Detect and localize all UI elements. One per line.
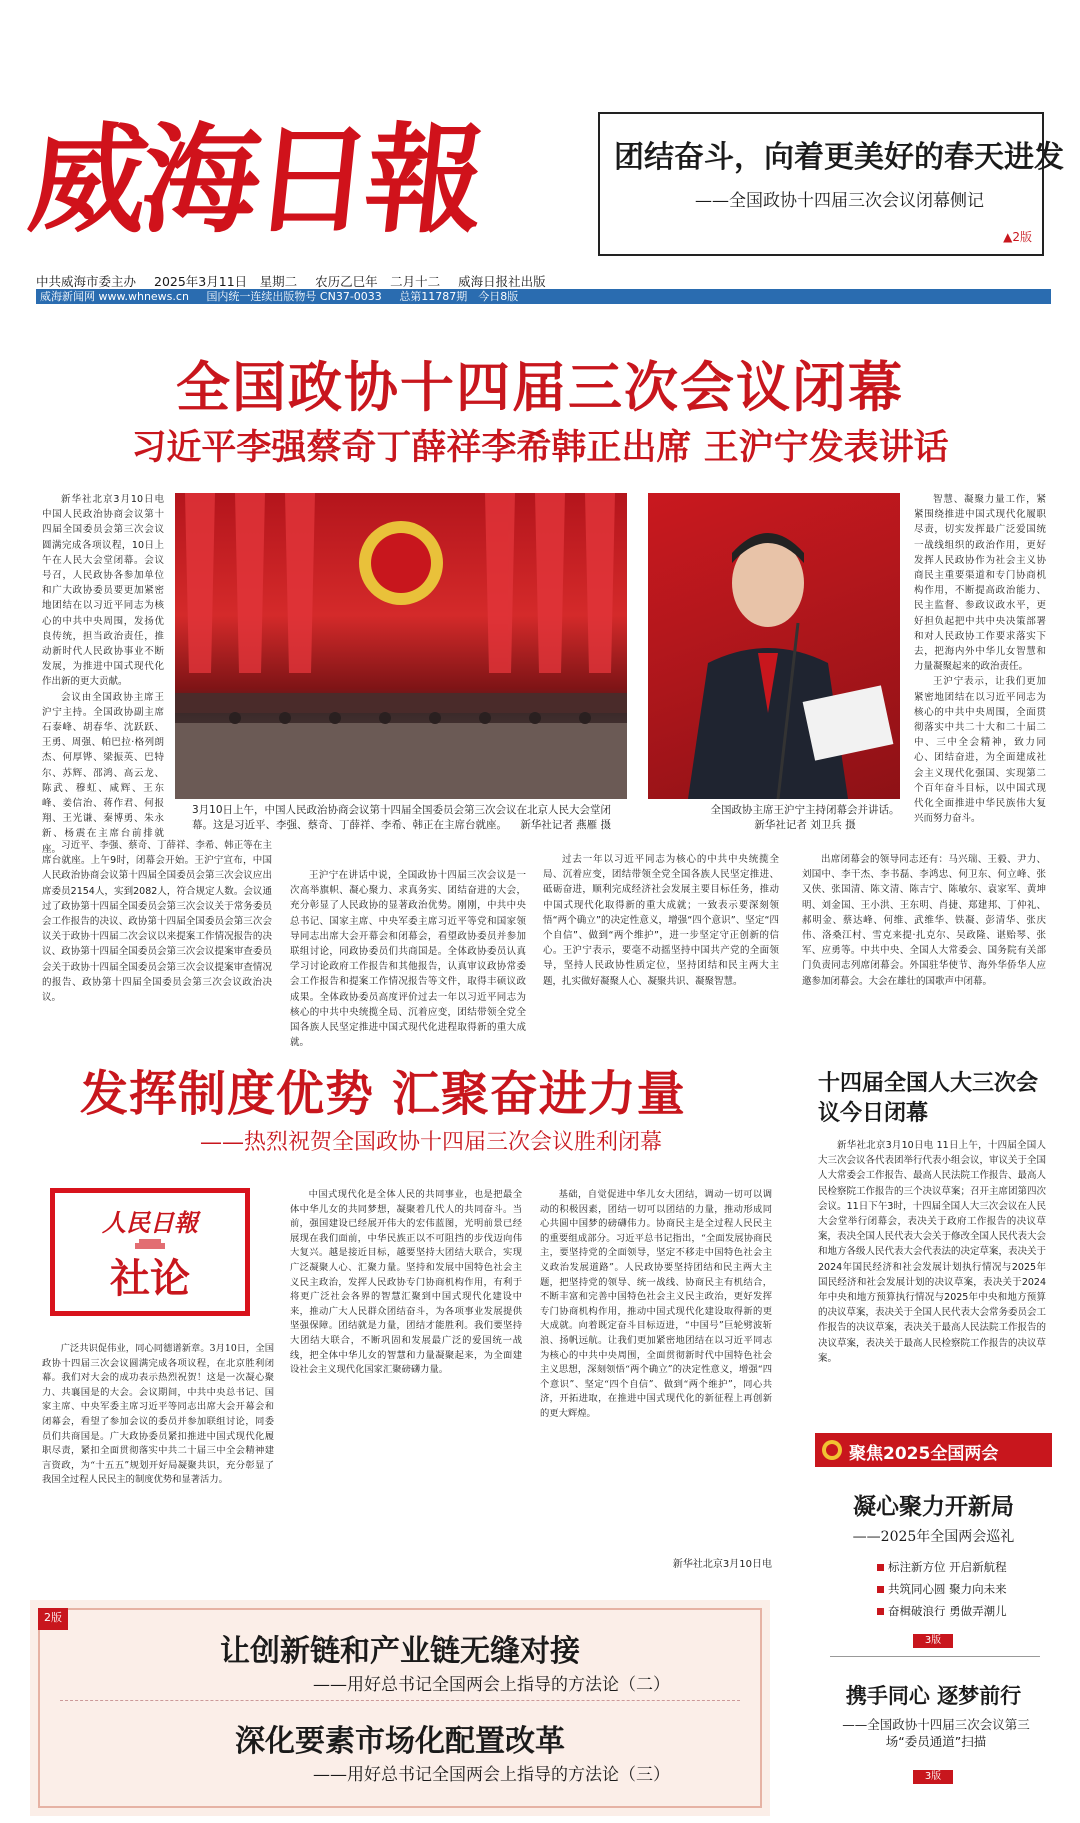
plenary-photo-illustration bbox=[175, 493, 627, 799]
editorial-label: 社论 bbox=[110, 1255, 190, 1302]
square-bullet-icon bbox=[877, 1586, 884, 1593]
photo2-caption-block bbox=[705, 803, 905, 833]
photo1-credit: 新华社记者 燕雁 摄 bbox=[520, 819, 612, 831]
bottom-page-tag: 2版 bbox=[38, 1608, 68, 1630]
press: 威海日报社出版 bbox=[458, 274, 546, 289]
masthead-logo bbox=[22, 95, 550, 265]
article-col-1: 新华社北京3月10日电 中国人民政治协商会议第十四届全国委员会第三次会议圆满完成各项议程，10日上午在人民大会堂闭幕。会议号召，人民政协各参加单位和广大政协委员要更加紧密地团结在以习近平同志为核心的中共中央周围，发扬优良传统，担当政治责任，推动新时代人民政协事业不断发展，为推进中国式现代化作出新的更大贡献。 会议由全国政协主席王沪宁主持。全国政协副主席石泰峰、胡春华、沈跃跃、王勇、周强、帕巴拉·格列朗杰、何厚铧、梁振英、巴特尔、苏辉、邵鸿、高云龙、陈武、穆虹、咸辉、王东峰、姜信治、蒋作君、何报翔、王光谦、秦博勇、朱永新、杨震在主席台前排就座。 bbox=[42, 494, 164, 855]
card1-page: 3版 bbox=[913, 1634, 953, 1648]
editorial-col-2: 中国式现代化是全体人民的共同事业，也是把最全体中华儿女的共同梦想，凝聚着几代人的共同奋斗。当前，强国建设已经展开伟大的宏伟蓝图，光明前景已经展现在我们面前，中华民族正以不可阻挡的步伐迈向伟大复兴。越是接近目标，越要坚持大团结大联合，实现广泛凝聚人心、汇聚力量。坚持和发展中国特色社会主义民主政治，发挥人民政协专门协商机构作用，有利于将更广泛社会各界的智慧汇聚到中国式现代化建设中来，推动广大人民群众团结奋斗，为各项事业发展提供坚强保障。团结就是力量，团结才能胜利。我们要坚持大团结大联合，不断巩固和发展最广泛的爱国统一战线，把全体中华儿女的智慧和力量凝聚起来，为全面建设社会主义现代化国家汇聚磅礴力量。 bbox=[290, 1189, 522, 1376]
focus-banner[interactable] bbox=[815, 1433, 1052, 1467]
info-bar bbox=[36, 289, 1051, 304]
editorial-col-1: 广泛共识促伟业，同心同德谱新章。3月10日，全国政协十四届三次会议圆满完成各项议程，在北京胜利闭幕。我们对大会的成功表示热烈祝贺！这是一次凝心聚力、共襄国是的大会。会议期间，中共中央总书记、国家主席、中央军委主席习近平等同志出席大会开幕会和闭幕会，看望了参加会议的委员并参加联组讨论，同委员们共商国是。广大政协委员紧扣推进中国式现代化履职尽责，紧扣全面贯彻落实中共二十届三中全会精神建言资政，为“十五五”规划开好局凝聚共识，充分彰显了我国全过程人民民主的制度优势和显著活力。 bbox=[42, 1343, 274, 1486]
photo2-credit: 新华社记者 刘卫兵 摄 bbox=[754, 819, 856, 831]
focus-card-1[interactable] bbox=[815, 1470, 1052, 1648]
great-hall-icon bbox=[133, 1237, 167, 1251]
square-bullet-icon bbox=[877, 1564, 884, 1571]
editorial-col-3: 基础，自觉促进中华儿女大团结，调动一切可以调动的积极因素，团结一切可以团结的力量，推动形成同心共圆中国梦的磅礴伟力。协商民主是全过程人民民主的重要组成部分。习近平总书记指出，“全面发展协商民主，要坚持党的全面领导，坚定不移走中国特色社会主义政治发展道路”。人民政协要坚持团结和民主两大主题，把坚持党的领导、统一战线、协商民主有机结合，不断丰富和完善中国特色社会主义民主政治，更好发挥专门协商机构作用，推动中国式现代化建设取得新的更大成就。向着既定奋斗目标迈进，“中国号”巨轮劈波斩浪、扬帆远航。让我们更加紧密地团结在以习近平同志为核心的中共中央周围，全面贯彻新时代中国特色社会主义思想，深刻领悟“两个确立”的决定性意义，增强“四个意识”、坚定“四个自信”、做到“两个维护”，同心共济，开拓进取，在推进中国式现代化的新征程上再创新的更大辉煌。 bbox=[540, 1189, 772, 1419]
bottom-subtitle-2: ——用好总书记全国两会上指导的方法论（三） bbox=[313, 1765, 670, 1785]
plenary-photo bbox=[175, 493, 627, 799]
card1-item: 奋楫破浪行 勇做弄潮儿 bbox=[877, 1600, 1007, 1622]
promo-title: 团结奋斗，向着更美好的春天进发 bbox=[614, 140, 1064, 175]
editorial-logo bbox=[50, 1188, 250, 1316]
bottom-title-1: 让创新链和产业链无缝对接 bbox=[220, 1634, 580, 1669]
cn-number: 国内统一连续出版物号 CN37-0033 bbox=[206, 290, 382, 303]
masthead-title: 威海日報 bbox=[22, 110, 486, 249]
news-site: 威海新闻网 www.whnews.cn bbox=[40, 290, 189, 303]
main-subheadline: 习近平李强蔡奇丁薛祥李希韩正出席 王沪宁发表讲话 bbox=[131, 427, 949, 468]
editorial-credit: 新华社北京3月10日电 bbox=[672, 1559, 772, 1570]
bottom-divider bbox=[60, 1700, 740, 1702]
editorial-headline: 发挥制度优势 汇聚奋进力量 bbox=[80, 1066, 686, 1122]
main-headline: 全国政协十四届三次会议闭幕 bbox=[176, 355, 904, 419]
card1-item: 标注新方位 开启新航程 bbox=[877, 1556, 1007, 1578]
card-divider bbox=[830, 1656, 1040, 1657]
square-bullet-icon bbox=[877, 1608, 884, 1615]
issue-date: 2025年3月11日 星期二 bbox=[154, 274, 298, 289]
npc-headline: 十四届全国人大三次会议今日闭幕 bbox=[818, 1070, 1039, 1126]
card1-title: 凝心聚力开新局 bbox=[853, 1493, 1014, 1520]
card2-subtitle: ——全国政协十四届三次会议第三场“委员通道”扫描 bbox=[842, 1717, 1030, 1749]
article-row2-col-4: 出席闭幕会的领导同志还有：马兴瑞、王毅、尹力、刘国中、李干杰、李书磊、李鸿忠、何卫东、何立峰、张又侠、张国清、陈文清、陈吉宁、陈敏尔、袁家军、黄坤明、刘金国、王小洪、王东明、肖捷、郑建邦、丁仲礼、郝明金、蔡达峰、何维、武维华、铁凝、彭清华、张庆伟、洛桑江村、雪克来提·扎克尔、吴政隆、谌贻琴、张军、应勇等。中共中央、全国人大常委会、国务院有关部门负责同志列席闭幕会。外国驻华使节、海外华侨华人应邀参加闭幕会。大会在雄壮的国歌声中闭幕。 bbox=[802, 854, 1046, 987]
article-row2-col-3: 过去一年以习近平同志为核心的中共中央统揽全局、沉着应变，团结带领全党全国各族人民坚定推进、砥砺奋进，顺利完成经济社会发展主要目标任务，推动中国式现代化取得新的重大成就；一致表示要深刻领悟“两个确立”的决定性意义，增强“四个意识”、坚定“四个自信”、做到“两个维护”，进一步坚定守正创新的信心。王沪宁表示，要毫不动摇坚持中国共产党的全面领导，坚持人民政协性质定位，坚持团结和民主两大主题，扎实做好凝聚人心、凝聚共识、凝聚智慧。 bbox=[543, 854, 779, 987]
promo-page: ▲2版 bbox=[1003, 230, 1032, 244]
card2-title: 携手同心 逐梦前行 bbox=[845, 1683, 1022, 1708]
publisher: 中共威海市委主办 bbox=[36, 274, 137, 289]
banner-label: 聚焦2025全国两会 bbox=[849, 1444, 999, 1464]
npc-article: 新华社北京3月10日电 11日上午，十四届全国人大三次会议各代表团举行代表小组会议，审议关于全国人大常委会工作报告、最高人民法院工作报告、最高人民检察院工作报告的三个决议草案；召开主席团第四次会议。11日下午3时，十四届全国人大三次会议在人民大会堂举行闭幕会，表决关于政府工作报告的决议草案，表决全国人民代表大会关于修改全国人民代表大会和地方各级人民代表大会代表法的决定草案，表决关于2024年国民经济和社会发展计划执行情况与2025年国民经济和社会发展计划的决议草案，表决关于2024年中央和地方预算执行情况与2025年中央和地方预算的决议草案，表决关于全国人民代表大会常务委员会工作报告的决议草案，表决关于最高人民法院工作报告的决议草案，表决关于最高人民检察院工作报告的决议草案。 bbox=[818, 1140, 1047, 1364]
card1-list bbox=[877, 1556, 1007, 1622]
card1-subtitle: ——2025年全国两会巡礼 bbox=[852, 1529, 1015, 1545]
bottom-subtitle-1: ——用好总书记全国两会上指导的方法论（二） bbox=[313, 1675, 670, 1695]
issue-total: 总第11787期 今日8版 bbox=[399, 290, 519, 303]
editorial-subheadline: ——热烈祝贺全国政协十四届三次会议胜利闭幕 bbox=[200, 1130, 663, 1155]
peoples-daily-logo: 人民日報 bbox=[102, 1208, 198, 1237]
promo-subtitle: ——全国政协十四届三次会议闭幕侧记 bbox=[695, 191, 984, 211]
article-row2-col-2: 王沪宁在讲话中说，全国政协十四届三次会议是一次高举旗帜、凝心聚力、求真务实、团结奋进的大会，充分彰显了人民政协的显著政治优势。刚刚，中共中央总书记、国家主席、中央军委主席习近平等党和国家领导同志出席大会开幕会和闭幕会，看望政协委员并参加联组讨论，同政协委员们共商国是。全体政协委员认真学习讨论政府工作报告和其他报告，认真审议政协常委会工作报告和提案工作情况报告等文件，取得丰硕议政成果。全体政协委员高度评价过去一年以习近平同志为核心的中共中央统揽全局、沉着应变，团结带领全党全国各族人民坚定推进中国式现代化进程取得新的重大成就。 bbox=[290, 870, 526, 1049]
promo-box[interactable] bbox=[598, 112, 1064, 256]
card1-item: 共筑同心圆 聚力向未来 bbox=[877, 1578, 1007, 1600]
speaker-photo bbox=[648, 493, 900, 799]
photo1-caption-block bbox=[192, 803, 622, 833]
card2-page: 3版 bbox=[913, 1770, 953, 1784]
lunar-date: 农历乙巳年 二月十二 bbox=[315, 274, 441, 289]
bottom-title-2: 深化要素市场化配置改革 bbox=[235, 1724, 565, 1759]
focus-card-2[interactable] bbox=[815, 1662, 1052, 1790]
speaker-photo-illustration bbox=[648, 493, 900, 799]
emblem-icon bbox=[821, 1439, 843, 1461]
article-row2-col-1: 习近平、李强、蔡奇、丁薛祥、李希、韩正等在主席台就座。上午9时，闭幕会开始。王沪宁宣布，中国人民政治协商会议第十四届全国委员会第三次会议应出席委员2154人，实到2082人，符合规定人数。会议通过了政协第十四届全国委员会第三次会议关于常务委员会工作报告的决议、政协第十四届全国委员会第三次会议关于政协十四届二次会议以来提案工作情况报告的决议、政协第十四届全国委员会第三次会议提案审查委员会关于政协十四届全国委员会第三次会议提案审查情况的报告、政协第十四届全国委员会第三次会议政治决议。 bbox=[42, 840, 272, 1004]
photo1-caption: 3月10日上午，中国人民政治协商会议第十四届全国委员会第三次会议在北京人民大会堂闭幕。这是习近平、李强、蔡奇、丁薛祥、李希、韩正在主席台就座。 bbox=[192, 804, 612, 831]
article-col-4: 智慧、凝聚力量工作，紧紧围绕推进中国式现代化履职尽责，切实发挥最广泛爱国统一战线组织的政治作用，更好发挥人民政协作为社会主义协商民主重要渠道和专门协商机构作用，不断提高政治能力、民主监督、参政议政水平，更好担负起把中共中央决策部署和对人民政协工作要求落实下去，把海内外中华儿女智慧和力量凝聚起来的政治责任。 王沪宁表示，让我们更加紧密地团结在以习近平同志为核心的中共中央周围，全面贯彻落实中共二十大和二十届二中、三中全会精神，致力同心、团结奋进，为全面建成社会主义现代化强国、实现第二个百年奋斗目标，以中国式现代化全面推进中华民族伟大复兴而努力奋斗。 bbox=[914, 494, 1046, 825]
info-line bbox=[36, 272, 1046, 290]
bottom-promo-frame bbox=[38, 1608, 762, 1808]
photo2-caption: 全国政协主席王沪宁主持闭幕会并讲话。 bbox=[710, 804, 900, 816]
